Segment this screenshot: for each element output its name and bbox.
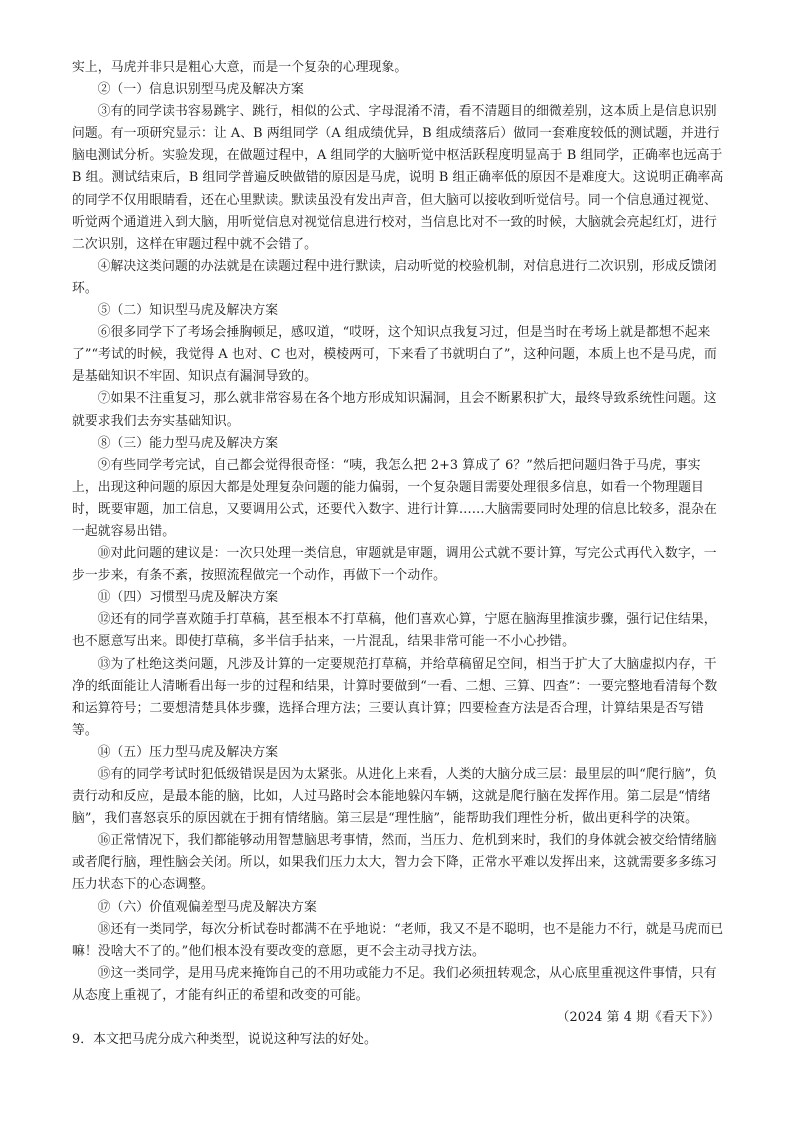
section-heading-3: ⑧（三）能力型马虎及解决方案 [97,435,279,451]
paragraph-7: ⑦如果不注重复习，那么就非常容易在各个地方形成知识漏洞，且会不断累积扩大，最终导致系统性问题。这就要求我们去夯实基础知识。 [72,391,717,429]
section-heading-1: ②（一）信息识别型马虎及解决方案 [97,82,304,98]
paragraph-10: ⑩对此问题的建议是：一次只处理一类信息，审题就是审题，调用公式就不要计算，写完公式再代入数字，一步一步来，有条不紊，按照流程做完一个动作，再做下一个动作。 [72,546,717,584]
paragraph-12: ⑫还有的同学喜欢随手打草稿，甚至根本不打草稿，他们喜欢心算，宁愿在脑海里推演步骤，强行记住结果，也不愿意写出来。即使打草稿，多半信手拈来，一片混乱，结果非常可能一不小心抄错。 [72,612,717,650]
paragraph-18: ⑱还有一类同学，每次分析试卷时都满不在乎地说：“老师，我又不是不聪明，也不是能力不行，就是马虎而已嘛！没啥大不了的。”他们根本没有要改变的意愿，更不会主动寻找方法。 [72,921,724,959]
paragraph-3: ③有的同学读书容易跳字、跳行，相似的公式、字母混淆不清，看不清题目的细微差别，这本质上是信息识别问题。有一项研究显示：让 A、B 两组同学（A 组成绩优异，B 组成绩落后）做同一套难度较低的测试题，并进行脑电测试分析。实验发现，在做题过程中，A 组同学的大脑听觉中枢活跃程度明显高于 B 组同学，正确率也远高于 B 组。测试结束后，B 组同学普遍反映做错的原因是马虎，说明 B 组正确率低的原因不是难度大。这说明正确率高的同学不仅用眼睛看，还在心里默读。默读虽没有发出声音，但大脑可以接收到听觉信号。同一个信息通过视觉、听觉两个通道进入到大脑，用听觉信息对视觉信息进行校对，当信息比对不一致的时候，大脑就会亮起红灯，进行二次识别，这样在审题过程中就不会错了。 [72,104,724,252]
question-9: 9．本文把马虎分成六种类型，说说这种写法的好处。 [72,1032,377,1048]
paragraph-9: ⑨有些同学考完试，自己都会觉得很奇怪：“咦，我怎么把 2+3 算成了 6？”然后把问题归咎于马虎，事实上，出现这种问题的原因大都是处理复杂问题的能力偏弱，一个复杂题目需要处理很多信息，如看一个物理题目时，既要审题，加工信息，又要调用公式，还要代入数字、进行计算……大脑需要同时处理的信息比较多，混杂在一起就容易出错。 [72,457,717,539]
paragraph-16: ⑯正常情况下，我们都能够动用智慧脑思考事情，然而，当压力、危机到来时，我们的身体就会被交给情绪脑或者爬行脑，理性脑会关闭。所以，如果我们压力太大，智力会下降，正常水平难以发挥出来，这就需要多多练习压力状态下的心态调整。 [72,833,717,893]
source-citation: （2024 第 4 期《看天下》） [556,1010,720,1026]
paragraph-19: ⑲这一类同学，是用马虎来掩饰自己的不用功或能力不足。我们必须扭转观念，从心底里重视这件事情，只有从态度上重视了，才能有纠正的希望和改变的可能。 [72,965,717,1003]
paragraph-13: ⑬为了杜绝这类问题，凡涉及计算的一定要规范打草稿，并给草稿留足空间，相当于扩大了大脑虚拟内存，干净的纸面能让人清晰看出每一步的过程和结果，计算时要做到“一看、二想、三算、四查”：一要完整地看清每个数和运算符号；二要想清楚具体步骤，选择合理方法；三要认真计算；四要检查方法是否合理，计算结果是否写错等。 [72,656,718,738]
paragraph-continuation: 实上，马虎并非只是粗心大意，而是一个复杂的心理现象。 [72,60,408,75]
section-heading-5: ⑭（五）压力型马虎及解决方案 [97,744,279,760]
document-body [72,57,724,1051]
section-heading-4: ⑪（四）习惯型马虎及解决方案 [97,590,279,606]
paragraph-4: ④解决这类问题的办法就是在读题过程中进行默读，启动听觉的校验机制，对信息进行二次识别，形成反馈闭环。 [72,258,717,296]
section-heading-2: ⑤（二）知识型马虎及解决方案 [97,303,279,319]
section-heading-6: ⑰（六）价值观偏差型马虎及解决方案 [97,899,317,915]
paragraph-6: ⑥很多同学下了考场会捶胸顿足，感叹道，“哎呀，这个知识点我复习过，但是当时在考场上就是都想不起来了”“考试的时候，我觉得 A 也对、C 也对，模棱两可，下来看了书就明白了”，这种问题，本质上也不是马虎，而是基础知识不牢固、知识点有漏洞导致的。 [72,325,717,385]
paragraph-15: ⑮有的同学考试时犯低级错误是因为太紧张。从进化上来看，人类的大脑分成三层：最里层的叫“爬行脑”，负责行动和反应，是最本能的脑，比如，人过马路时会本能地躲闪车辆，这就是爬行脑在发挥作用。第二层是“情绪脑”，我们喜怒哀乐的原因就在于拥有情绪脑。第三层是“理性脑”，能帮助我们理性分析，做出更科学的决策。 [72,767,718,827]
